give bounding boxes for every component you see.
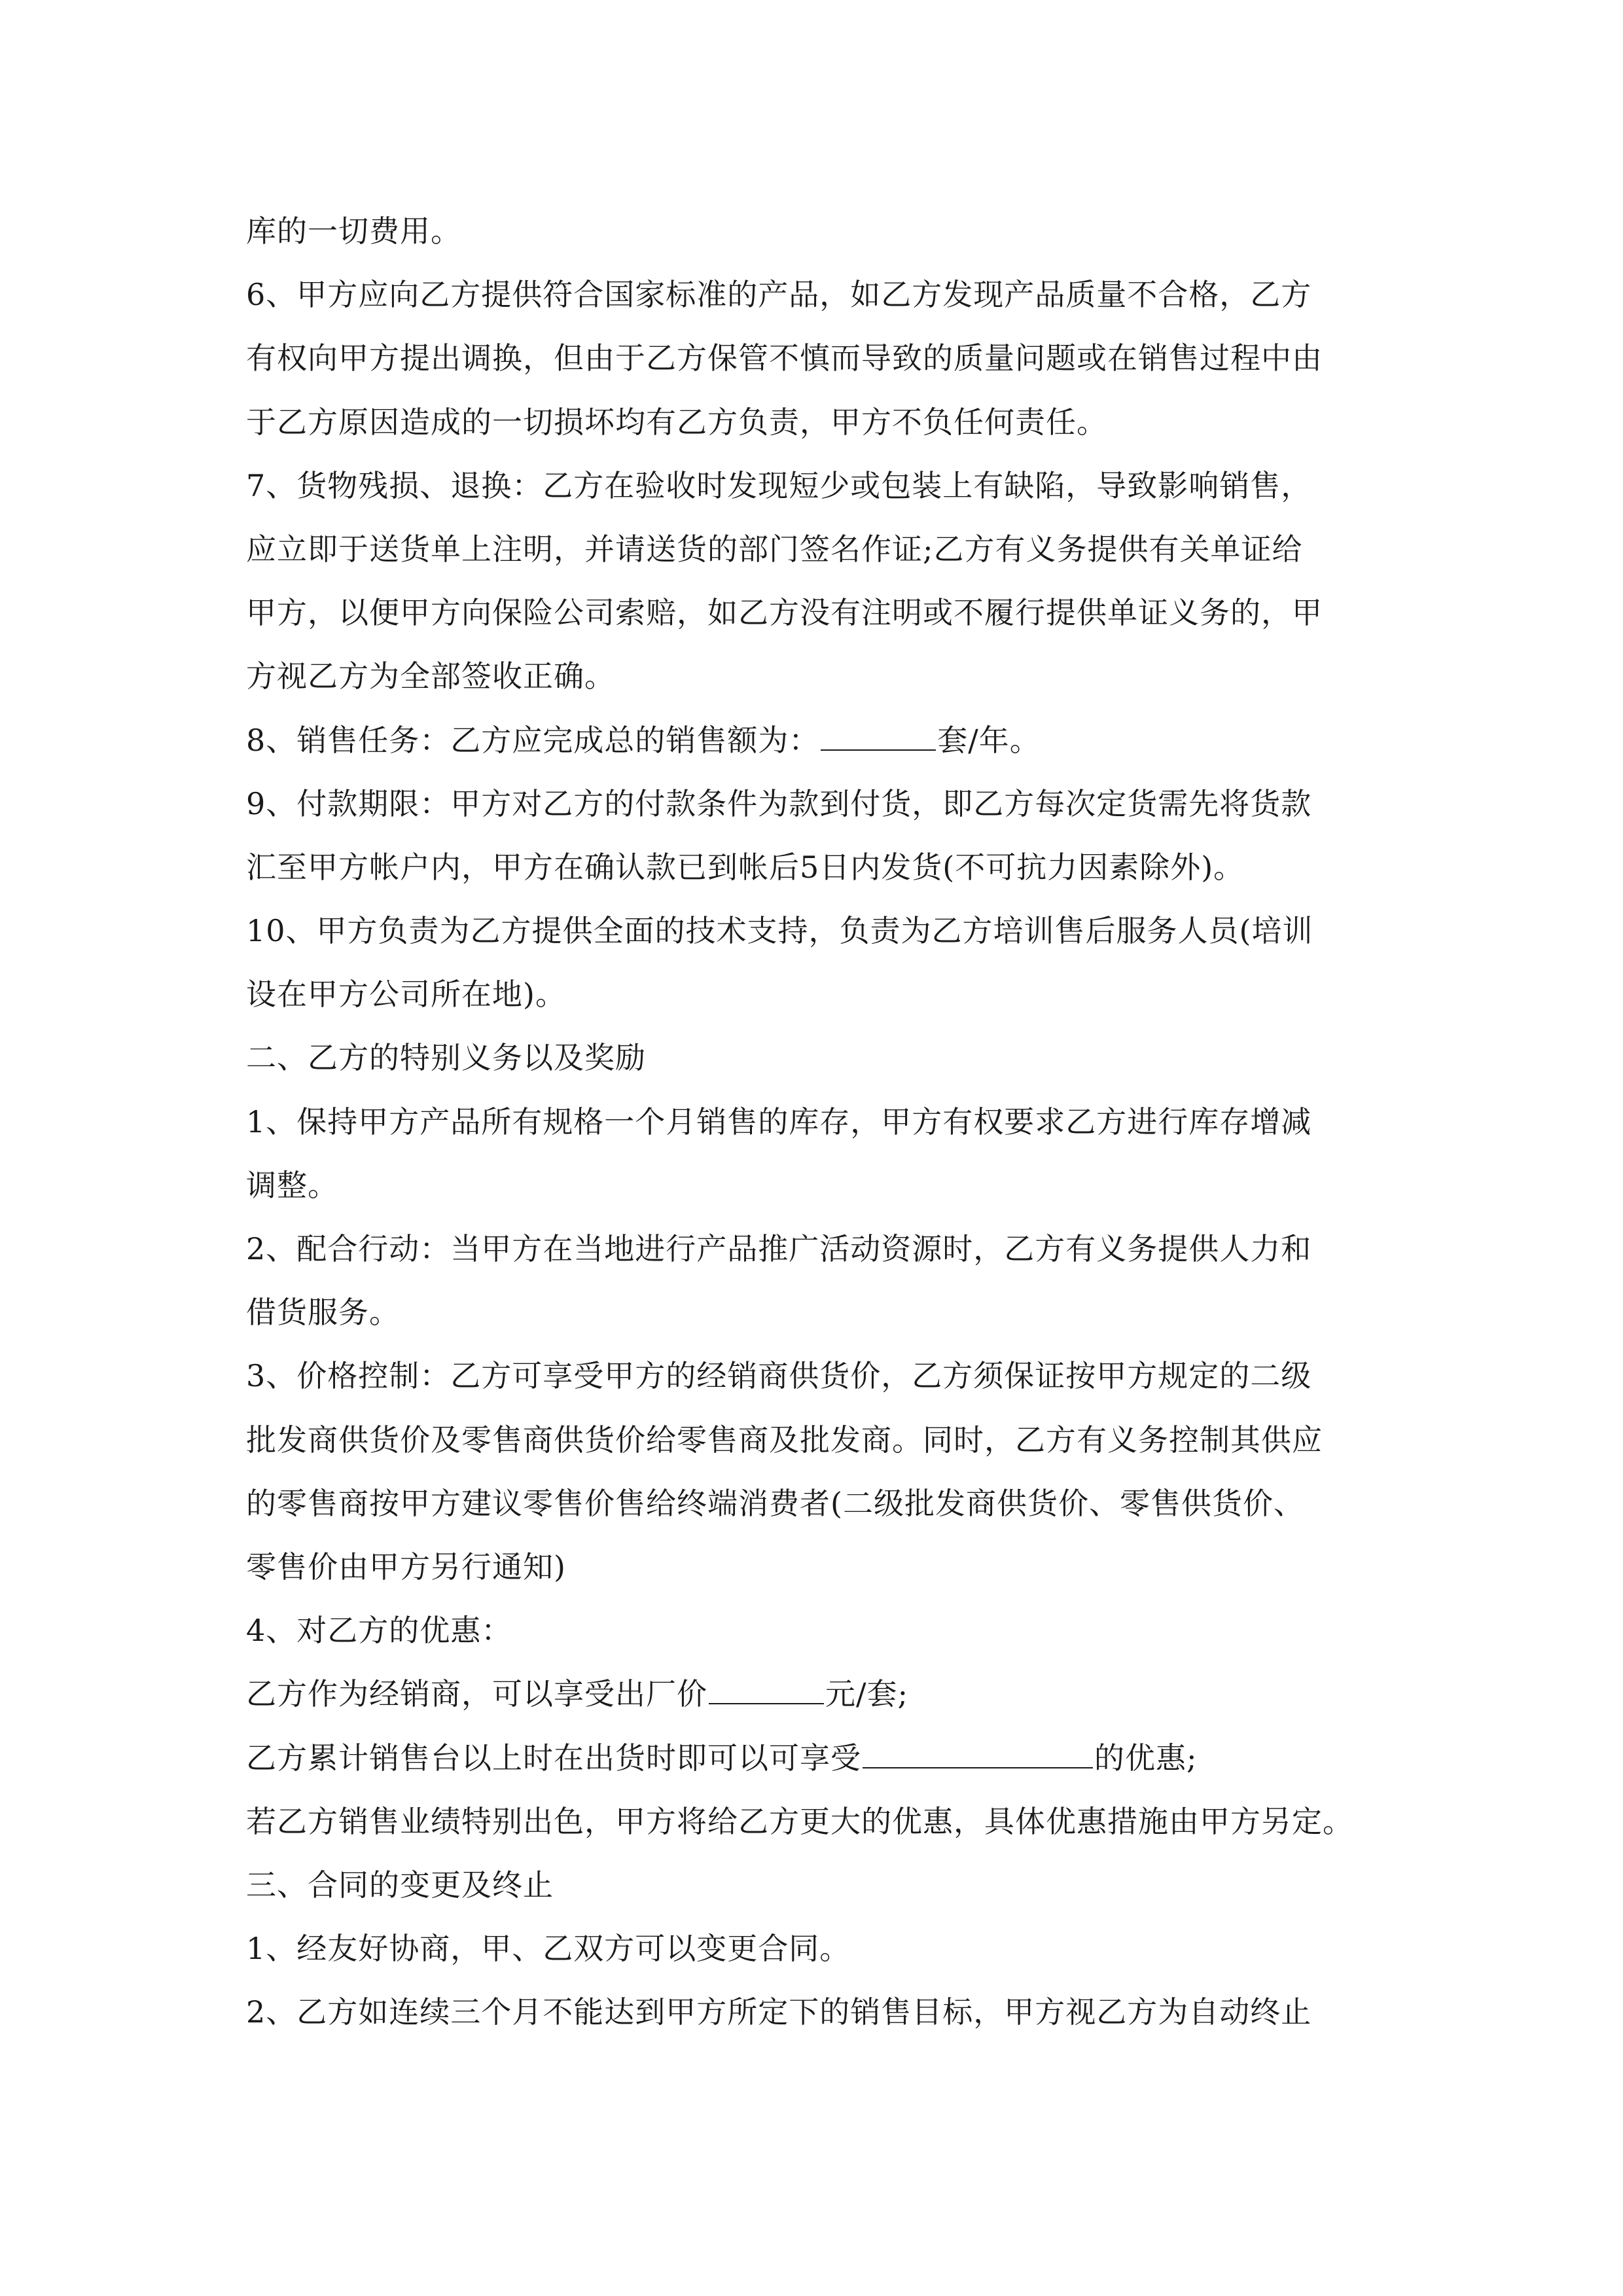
- factory-price-blank: [709, 1674, 824, 1704]
- factory-price-unit: 元/套;: [825, 1676, 908, 1712]
- cumulative-discount-blank: [863, 1738, 1093, 1768]
- text-line: 的零售商按甲方建议零售价售给终端消费者(二级批发商供货价、零售供货价、: [246, 1485, 1304, 1521]
- text-line: 3、价格控制：乙方可享受甲方的经销商供货价，乙方须保证按甲方规定的二级: [246, 1358, 1312, 1394]
- factory-price-line: [246, 1662, 1385, 1726]
- sales-target-unit: 套/年。: [937, 722, 1041, 758]
- text-line: 7、货物残损、退换：乙方在验收时发现短少或包装上有缺陷，导致影响销售，: [246, 467, 1312, 503]
- text-line: 2、配合行动：当甲方在当地进行产品推广活动资源时，乙方有义务提供人力和: [246, 1231, 1312, 1266]
- text-line: 汇至甲方帐户内，甲方在确认款已到帐后5日内发货(不可抗力因素除外)。: [246, 849, 1245, 885]
- text-line: 应立即于送货单上注明，并请送货的部门签名作证;乙方有义务提供有关单证给: [246, 531, 1303, 567]
- text-line: 调整。: [246, 1167, 338, 1203]
- text-line: 库的一切费用。: [246, 213, 461, 249]
- sales-target-blank: [821, 721, 936, 751]
- text-line: 1、保持甲方产品所有规格一个月销售的库存，甲方有权要求乙方进行库存增减: [246, 1103, 1312, 1139]
- sales-target-line: [246, 709, 1385, 772]
- text-line: 9、付款期限：甲方对乙方的付款条件为款到付货，即乙方每次定货需先将货款: [246, 785, 1312, 821]
- contract-text: [246, 200, 1385, 2044]
- factory-price-label: 乙方作为经销商，可以享受出厂价: [246, 1676, 707, 1712]
- text-line: 于乙方原因造成的一切损坏均有乙方负责，甲方不负任何责任。: [246, 404, 1107, 440]
- text-line: 借货服务。: [246, 1295, 400, 1331]
- text-line: 6、甲方应向乙方提供符合国家标准的产品，如乙方发现产品质量不合格，乙方: [246, 277, 1312, 313]
- section-heading: 三、合同的变更及终止: [246, 1867, 554, 1903]
- cumulative-discount-label: 乙方累计销售台以上时在出货时即可以可享受: [246, 1740, 861, 1776]
- text-line: 甲方，以便甲方向保险公司索赔，如乙方没有注明或不履行提供单证义务的，甲: [246, 595, 1323, 631]
- text-line: 设在甲方公司所在地)。: [246, 977, 566, 1013]
- section-heading: 二、乙方的特别义务以及奖励: [246, 1040, 646, 1076]
- cumulative-discount-line: [246, 1727, 1385, 1790]
- text-line: 4、对乙方的优惠：: [246, 1613, 512, 1649]
- text-line: 方视乙方为全部签收正确。: [246, 658, 615, 694]
- cumulative-discount-suffix: 的优惠;: [1094, 1740, 1198, 1776]
- text-line: 批发商供货价及零售商供货价给零售商及批发商。同时，乙方有义务控制其供应: [246, 1422, 1323, 1458]
- sales-target-label: 8、销售任务：乙方应完成总的销售额为：: [246, 722, 820, 758]
- text-line: 若乙方销售业绩特别出色，甲方将给乙方更大的优惠，具体优惠措施由甲方另定。: [246, 1803, 1353, 1839]
- text-line: 10、甲方负责为乙方提供全面的技术支持，负责为乙方培训售后服务人员(培训: [246, 913, 1313, 949]
- text-line: 零售价由甲方另行通知): [246, 1549, 566, 1585]
- text-line: 1、经友好协商，甲、乙双方可以变更合同。: [246, 1931, 851, 1967]
- text-line: 有权向甲方提出调换，但由于乙方保管不慎而导致的质量问题或在销售过程中由: [246, 340, 1323, 376]
- text-line: 2、乙方如连续三个月不能达到甲方所定下的销售目标，甲方视乙方为自动终止: [246, 1994, 1312, 2030]
